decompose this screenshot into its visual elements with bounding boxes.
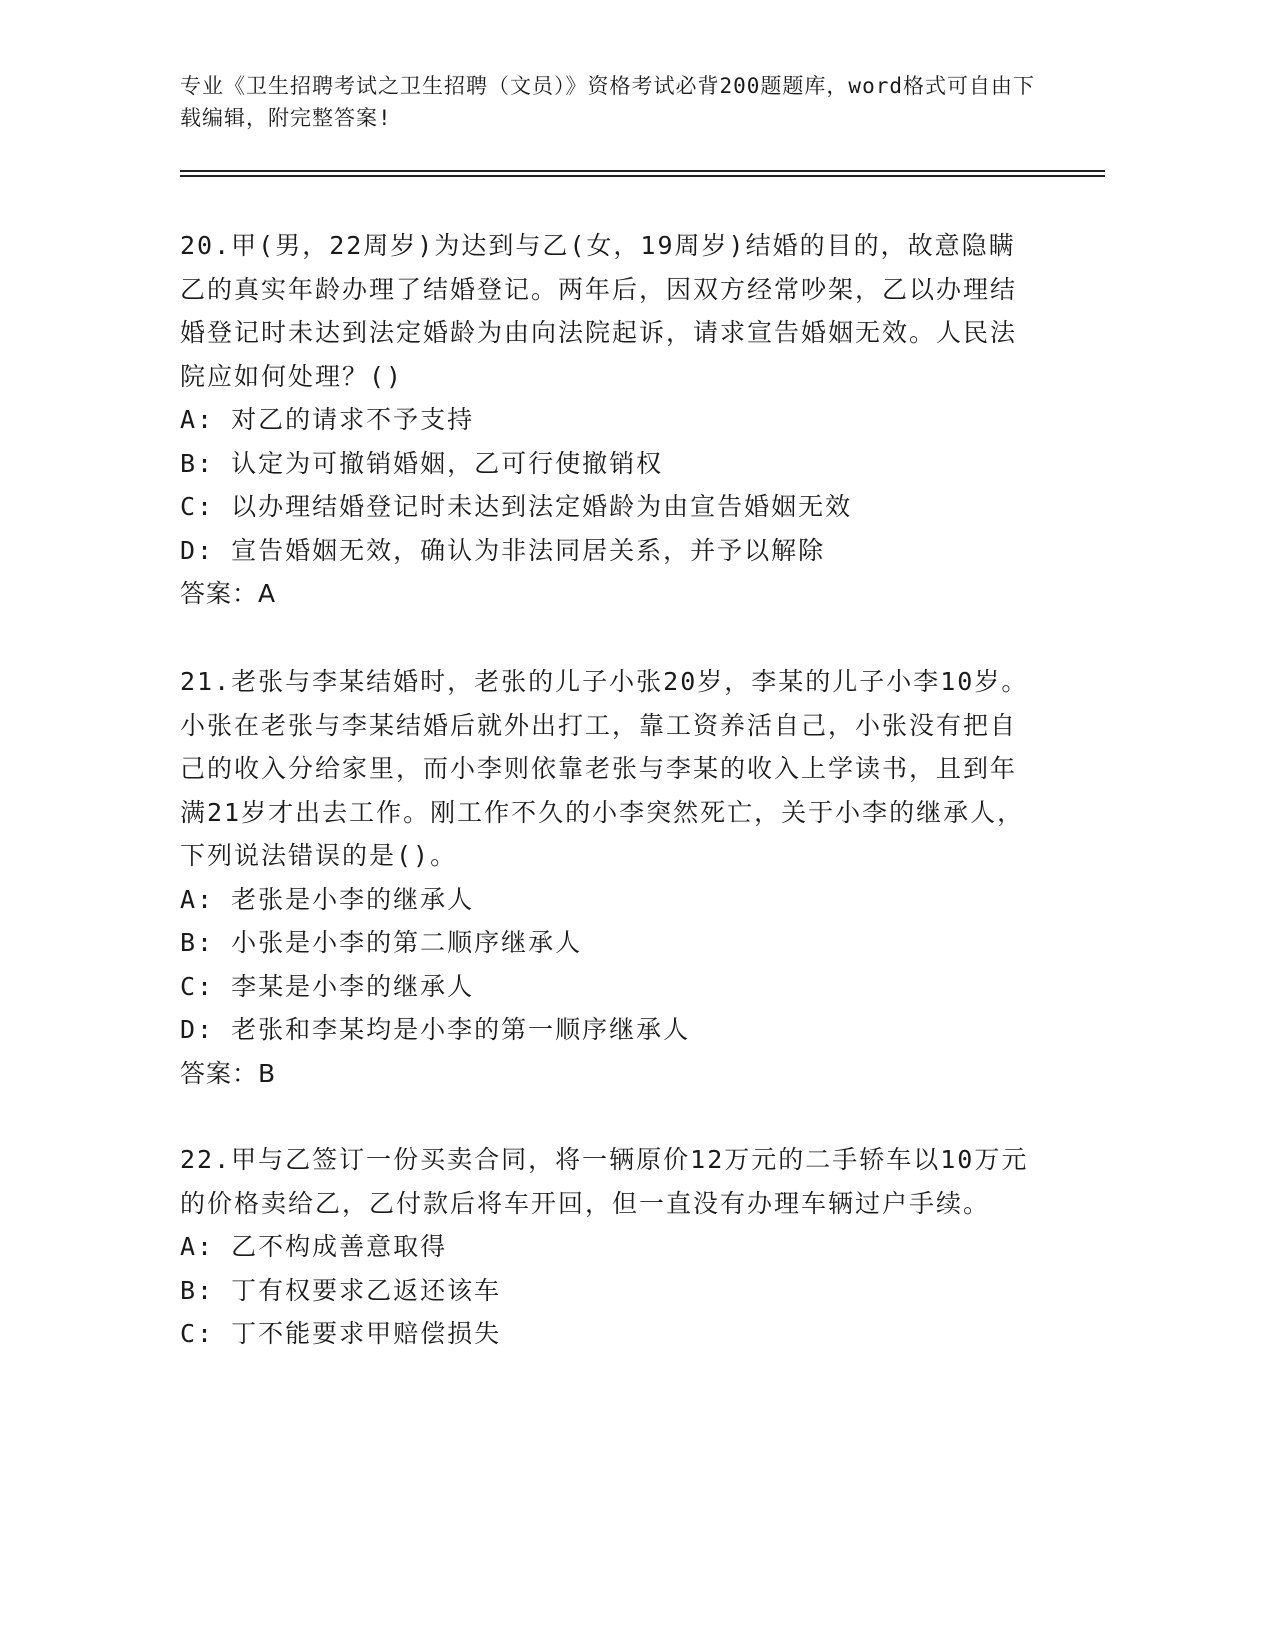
option-c: C: 李某是小李的继承人 xyxy=(180,971,475,1001)
option-b: B: 小张是小李的第二顺序继承人 xyxy=(180,928,583,957)
question-stem: 21.老张与李某结婚时，老张的儿子小张20岁，李某的儿子小李10岁。小张在老张与李某结婚后就外出打工，靠工资养活自己，小张没有把自己的收入分给家里，而小李则依靠老张与李某的收入上学读书，且到年满21岁才出去工作。刚工作不久的小李突然死亡，关于小李的继承人，下列说法错误的是()。 xyxy=(180,667,1029,870)
question-20 xyxy=(180,224,1030,616)
option-a: A: 对乙的请求不予支持 xyxy=(180,405,475,434)
option-b: B: 认定为可撤销婚姻，乙可行使撤销权 xyxy=(180,448,664,478)
option-b: B: 丁有权要求乙返还该车 xyxy=(180,1275,502,1305)
option-d: D: 老张和李某均是小李的第一顺序继承人 xyxy=(180,1015,691,1044)
option-d: D: 宣告婚姻无效，确认为非法同居关系，并予以解除 xyxy=(180,535,826,565)
option-a: A: 老张是小李的继承人 xyxy=(180,884,475,914)
header-rule-top xyxy=(180,170,1105,172)
option-a: A: 乙不构成善意取得 xyxy=(180,1232,448,1261)
question-21 xyxy=(180,660,1030,1095)
question-stem: 20.甲(男，22周岁)为达到与乙(女，19周岁)结婚的目的，故意隐瞒乙的真实年龄办理了结婚登记。两年后，因双方经常吵架，乙以办理结婚登记时未达到法定婚龄为由向法院起诉，请求宣告婚姻无效。人民法院应如何处理？() xyxy=(180,231,1018,391)
question-22 xyxy=(180,1138,1030,1356)
option-c: C: 以办理结婚登记时未达到法定婚龄为由宣告婚姻无效 xyxy=(180,492,853,521)
answer: 答案：A xyxy=(180,579,277,608)
document-header: 专业《卫生招聘考试之卫生招聘（文员）》资格考试必背200题题库，word格式可自由下载编辑，附完整答案! xyxy=(180,74,1035,130)
option-c: C: 丁不能要求甲赔偿损失 xyxy=(180,1319,502,1348)
answer: 答案：B xyxy=(180,1058,277,1088)
header-rule-bottom xyxy=(180,175,1105,177)
question-stem: 22.甲与乙签订一份买卖合同，将一辆原价12万元的二手轿车以10万元的价格卖给乙，乙付款后将车开回，但一直没有办理车辆过户手续。 xyxy=(180,1145,1029,1218)
